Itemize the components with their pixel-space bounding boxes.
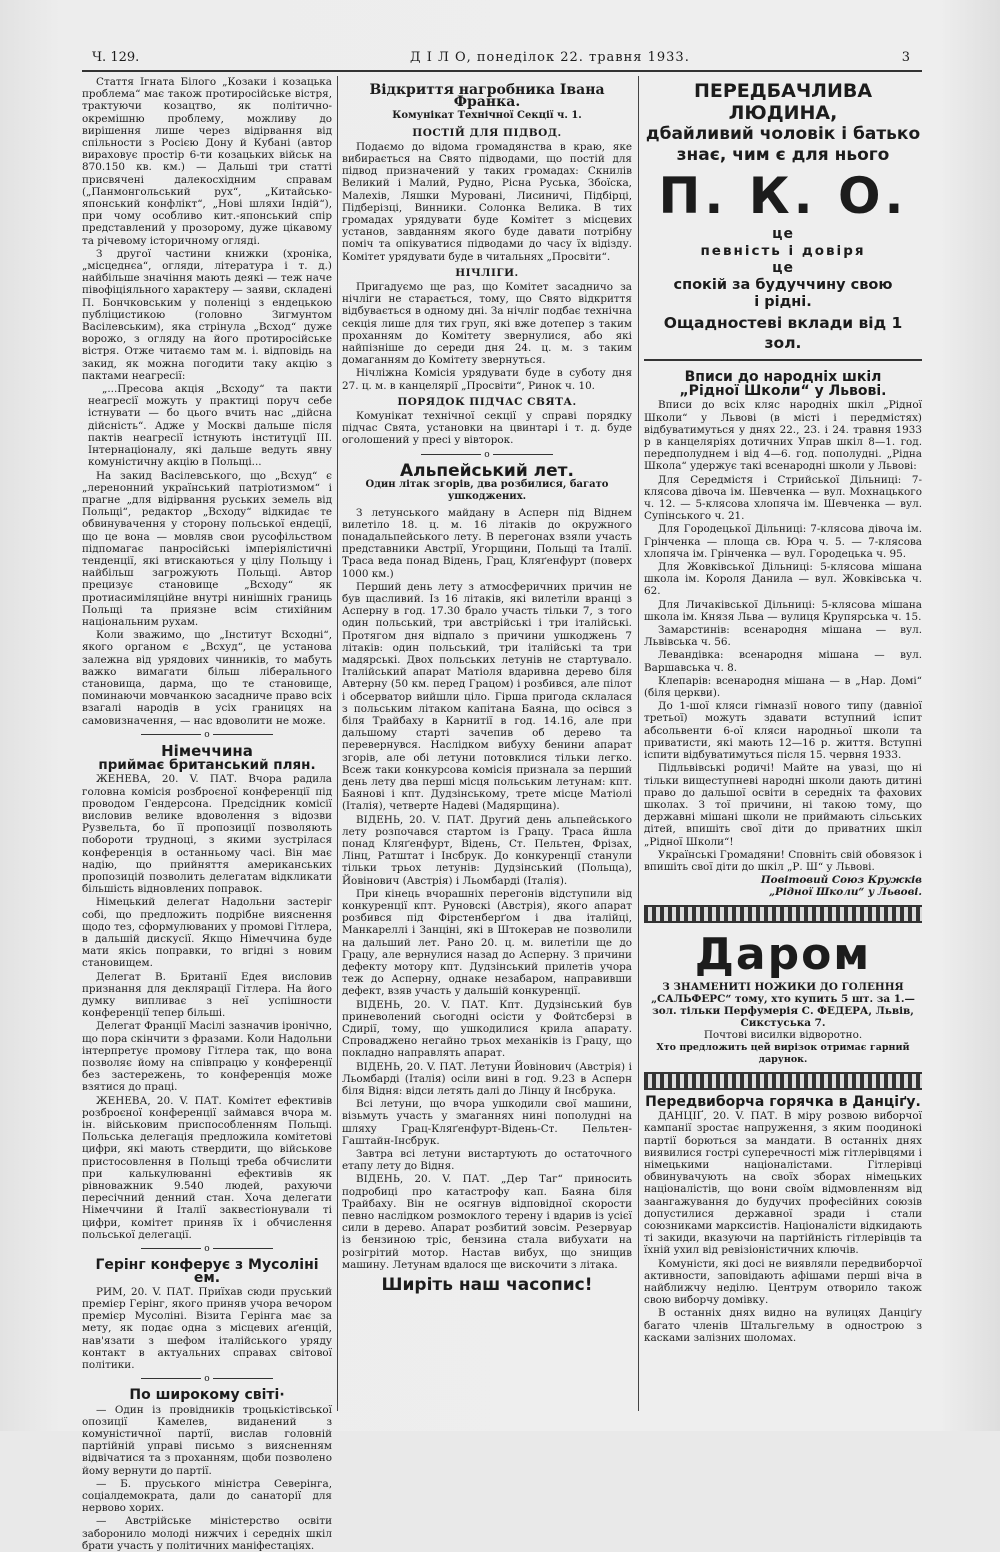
article-paragraph: ВІДЕНЬ, 20. V. ПАТ. Кпт. Дудзінський був приневолений сьогодні осісти у Фойтсберзі в Сдирії, тому, що ушкодилися крила апарату. Спроваджено негайно трьох механіків із Грацу, що покладно направлять апарат. <box>342 998 632 1060</box>
header-rule <box>82 70 922 72</box>
article-paragraph: Німецький делегат Надольни застеріг собі, що предложить подрібне вияснення щодо тез, сформулюваних у промові Гітлера, в дальшій дискусії. Якщо Німеччина буде мати якісь поправки, то вгідні з новим становищем. <box>82 896 332 970</box>
article-paragraph: — Один із провідників троцькістівської опозиції Камелев, виданений з комуністичної партії, вислав головній партійній управі письмо з виясненням відвічатися та з проханням, щоби позволено йому вернути до партії. <box>82 1403 332 1477</box>
headline-franko: Відкриття нагробника Івана Франка. <box>369 82 605 111</box>
issue-number: Ч. 129. <box>92 50 140 65</box>
headline-alpine-flight: Альпейський лет. <box>400 460 574 481</box>
article-paragraph: З другої частини книжки (хроніка, „місцеднєа“, огляди, література і т. д.) найбільше значіння мають деякі — теж наче півофіціяльного характеру — заяви, складені П. Бончковським у поленіці з ендецькою публіцистикою (головно Зигмунтом Васілевським), яка стрінула „Всход“ дуже ворожо, з огляду на його протиросійське вістря. Отже читаємо там м. і. відповідь на закид, як можна погодити таку акцію з пактами неагресії: <box>82 247 332 382</box>
ad-line: Ощадностеві вклади від 1 зол. <box>663 314 903 352</box>
ad-line: це <box>772 226 794 242</box>
article-paragraph: Для Личаківської Дільниці: 5-клясова мішана школа ім. Князя Льва — вулиця Крупярська ч. 15. <box>644 598 922 623</box>
separator: o <box>82 1373 332 1385</box>
darom-headline: Даром <box>694 928 872 980</box>
headline-germany-sub: приймає британський плян. <box>98 757 316 774</box>
article-paragraph: Комунікат технічної секції у справі порядку підчас Свята, установки на цвинтарі і т. д. буде оголошений у пресі у вівторок. <box>342 410 632 447</box>
article-paragraph: В останніх днях видно на вулицях Данціґу багато членів Штальгельму в однострою з касками залізних шоломах. <box>644 1307 922 1344</box>
column-divider <box>638 76 639 1411</box>
article-paragraph: — Австрійське міністерство освіти заборонило молоді нижчих і середніх шкіл брати участь у політичних маніфестаціях. <box>82 1515 332 1552</box>
article-paragraph: Замарстинів: всенародня мішана — вул. Львівська ч. 56. <box>644 624 922 649</box>
pko-logo-text: П. К. О. <box>658 167 908 225</box>
article-paragraph: Українські Громадяни! Сповніть свій обовязок і впишіть свої діти до шкіл „Р. Ш“ у Львові. <box>644 848 922 873</box>
article-paragraph: Вписи до всіх кляс народніх шкіл „Рідної Школи“ у Львові (в місті і передмістях) відбуватимуться у днях 22., 23. і 24. травня 1933 р в канцеляріях дотичних Управ шкіл 8—1. год. передполуднем і від 4—6. год. пополудні. „Рідна Школа“ удержує такі всенародні школи у Львові: <box>644 399 922 473</box>
article-paragraph: Стаття Ігната Білого „Козаки і козацька проблема“ має також протиросійське вістря, трактуючи козацтво, як політично-окремішню проблему, можливу до вирішення лише через відірвання від спільности з Росією Дону й Кубані (автор вираховує простір 6-ти козацьких військ на 870.150 кв. км.) — Дальші три статті присвячені далекосхідним справам („Панмонгольський рух“, „Китайсько-японський конфлікт“, „Нові шляхи Індій“), при чому особливо кит.-японський спір представлений у прозорому, дуже цікавому та річевому історичному огляді. <box>82 76 332 247</box>
ad-text: Хто предложить цей вирізок отримає гарний дарунок. <box>656 1041 910 1065</box>
article-paragraph: Перший день лету з атмосферичних причин не був щасливий. Із 16 літаків, які вилетіли вранці з Асперну в год. 17.30 брало участь тільки 7, з того один польський, три австрійські і три італійські. Протягом дня відпало з причини ушкоджень 7 літаків: один польський, три італійські та три мадярські. Двох польських летунів не стартувало. Італійський апарат Матіоля вдаривна дерево біля Автерну (50 км. перед Грацом) і розбився, але пілот і обсерватор вийшли ціло. Гірша пригода склалася з польським літаком капітана Баяна, що осівся з біля Трайбаху в Карнитії в год. 14.16, але при дальшому старті зачепив об дерево та перевернувся. Наслідком вибуху бенини апарат згорів, але обі летуни потовклися тільки легко. Всеж таки конкурсова комісія признала за перший день лету два перші місця польським летунам: кпт. Баяновi і кпт. Дудзінському, трете місце Матіолі (Італія), четверте Надеві (Мадярщина). <box>342 580 632 813</box>
article-paragraph: Левандівка: всенародня мішана — вул. Варшавська ч. 8. <box>644 649 922 674</box>
section-heading: НІЧЛІГИ. <box>455 266 519 279</box>
separator: o <box>82 1243 332 1255</box>
footer-slogan: Ширіть наш часопис! <box>381 1275 593 1296</box>
headline-danzig: Передвиборча горячка в Данціґу. <box>645 1093 921 1110</box>
column-2 <box>342 76 632 1406</box>
subheadline: Комунікат Технічної Секції ч. 1. <box>392 110 582 122</box>
article-paragraph: Делегат В. Британії Едея висловив признання для деклярації Гітлера. На його думку випливає з неї успішности конференції тепер більші. <box>82 970 332 1020</box>
headline-schools: Вписи до народніх шкіл <box>684 369 882 385</box>
subheadline: Один літак згорів, два розбилися, багато ушкоджених. <box>365 479 609 503</box>
article-quote: „...Пресова акція „Всходу“ та пакти неагресії можуть у практиці поруч себе істнувати — бо цього вчить нас „дійсна дійсність“. Адже у Москві дальше після пактів неагресії істнують інституції ІІІ. Інтернаціоналу, які дальше ведуть явну комуністичну акцію в Польщі... <box>88 383 332 469</box>
signature: Повітовий Союз Кружків <box>760 874 922 887</box>
article-paragraph: Для Городецької Дільниці: 7-клясова дівоча ім. Грінченка — площа св. Юра ч. 5. — 7-клясова хлопяча ім. Грінченка — вул. Городецька ч. 95. <box>644 523 922 560</box>
separator: o <box>82 729 332 741</box>
ad-line: і рідні. <box>754 294 812 310</box>
article-paragraph: — Б. пруського міністра Северінга, соціалдемократа, дали до санаторії для нервово хорих. <box>82 1477 332 1515</box>
article-paragraph: Підльвівські родичі! Майте на увазі, що ні тільки вищеступневі народні школи дають дитині право до дальшої освіти в середніх та фахових школах. З тої причини, ні такою тому, що державні мішані школи не приймають сільських дітей, впишіть свої діти до приватних шкіл „Рідної Школи“! <box>644 762 922 848</box>
divider <box>644 359 922 361</box>
article-paragraph: Коли зважимо, що „Інститут Всходні“, якого органом є „Всхуд“, це установа залежна від урядових чинників, то мабуть важко вимагати більш ліберального становища, дарма, що те становище, поминаючи мовчанкою засадниче право всіх взагалі народів в усіх границях на самовизначення, — нас вдоволити не може. <box>82 629 332 727</box>
article-paragraph: ВІДЕНЬ, 20. V. ПАТ. Летуни Йовінович (Австрія) і Льомбарді (Італія) осіли вині в год. 9.23 в Асперн біля Відня: відси летять далі до Лінцу й Інсбрука. <box>342 1060 632 1098</box>
article-paragraph: ЖЕНЕВА, 20. V. ПАТ. Комітет ефективів розброєної конференції займався вчора м. ін. військовим приспособленням Польщі. Польська делегація предложила комітетові цифри, які мають ствердити, що військове пристосовлення в Польщі треба обчислити при калькулюванні ефективів як рівноважник 9.540 людей, рахуючи пересічний денний стан. Хоча делегати Німеччини й Італії заквестіонували ті цифри, комітет приняв їх і обчислення польської делегації. <box>82 1094 332 1241</box>
article-paragraph: Подаємо до відома громадянства в краю, яке вибирається на Свято підводами, що постій для підвод призначений у таких громадах: Скнилів Великий і Малий, Рудно, Рісна Руська, Збоїска, Малехів, Ляшки Муровані, Лисиничі, Підбірці, Підберізці, Винники. Солонка Велика. В тих громадах урядувати буде Комітет з місцевих установ, завданням якого буде давати потрібну поміч та опікуватися підводами до часу їх відізду. Комітет урядувати буде в читальнях „Просвіти“. <box>342 140 632 263</box>
article-paragraph: ВІДЕНЬ, 20. V. ПАТ. „Дер Таг“ приносить подробиці про катастрофу кап. Баяна біля Трайбаху. Він не осягнув відповідної скорости певно наслідком розмоклого терену і вдарив із усієї сили в дерево. Апарат розбитий зовсім. Резервуар із бензиною тріс, бензина стала вибухати на розігрітий мотор. Настав вибух, що знищив машину. Летунам вдалося ще вискочити з літака. <box>342 1173 632 1271</box>
article-paragraph: При кінець вчорашніх перегонів відступили від конкуренції кпт. Руновскі (Австрія), якого апарат розбився під Фірстенберґом і два італійці, Манкареллі і Занціні, які в Штокерав не позволили на дальший лет. Рано 20. ц. м. вилетіли ще до Грацу, але вернулися назад до Асперну. З причини дефекту мотору кпт. Дудзінський прилетів учора теж до Асперну, однаке незабаром, направивши дефект, взяв участь у дальшій конкуренції. <box>342 887 632 998</box>
section-heading: ПОСТІЙ ДЛЯ ПІДВОД. <box>412 126 562 139</box>
headline-germany: Німеччина <box>161 741 253 760</box>
column-divider <box>337 76 338 1411</box>
ornament-border <box>644 905 922 923</box>
ad-line: певність і довіря <box>700 243 866 259</box>
ad-line: спокій за будуччину свою <box>673 277 893 293</box>
article-paragraph: РИМ, 20. V. ПАТ. Приїхав сюди пруський премієр Герінг, якого приняв учора вечором премієр Мусоліні. Візита Герінга має за мету, як подає одна з місцевих аґенцій, нав'язати з шефом італійського уряду контакт в актуальних справах світової політики. <box>82 1285 332 1371</box>
article-paragraph: З летунського майдану в Асперн під Віднем вилетіло 18. ц. м. 16 літаків до окружного понадальпейського лету. В перегонах взяли участь представники Австрії, Угорщини, Польщі та Італії. Траса веда понад Відень, Грац, Кляґенфурт (поверх 1000 км.) <box>342 506 632 580</box>
column-3 <box>644 76 922 1406</box>
ad-line: ПЕРЕДБАЧЛИВА ЛЮДИНА, <box>693 80 873 124</box>
article-paragraph: Комуністи, які досі не виявляли передвиборчої активности, заповідають афішами перші віча в найближчу неділю. Центрум отворило також свою виборчу домівку. <box>644 1257 922 1307</box>
article-paragraph: ЖЕНЕВА, 20. V. ПАТ. Вчора радила головна комісія розброєної конференції під проводом Гендерсона. Предсідник комісії висловив велике вдоволення з відозви Рузвельта, бо її пропозиції позволяють побороти трудноці, з якими зустрілася конференція в останньому часі. Він має надію, що прийняття американських пропозицій позволить делегатам відкликати більшість відновлених поправок. <box>82 773 332 896</box>
separator: o <box>342 449 632 461</box>
article-paragraph: Всі летуни, що вчора ушкодили свої машини, візьмуть участь у змаганнях нині пополудні на шляху Грац-Кляґенфурт-Відень-Ст. Пельтен-Гаштайн-Інсбрук. <box>342 1098 632 1147</box>
masthead-line: Д І Л О, понеділок 22. травня 1933. <box>410 50 690 65</box>
ad-text: З ЗНАМЕНИТІ НОЖИКИ ДО ГОЛЕННЯ „САЛЬФЕРС“ тому, хто купить 5 шт. за 1.— зол. тільки Перфумерія С. ФЕДЕРА, Львів, Сикстуська 7. <box>651 980 915 1030</box>
article-paragraph: Нічліжна Комісія урядувати буде в суботу дня 27. ц. м. в канцелярії „Просвіти“, Ринок ч. 10. <box>342 367 632 392</box>
article-paragraph: ВІДЕНЬ, 20. V. ПАТ. Другий день альпейського лету розпочався стартом із Грацу. Траса йшла понад Кляґенфурт, Відень, Ст. Пельтен, Фрізах, Лінц, Ратштат і Інсбрук. До конкуренції станули тільки трьох летунів: Дудзінський (Польща), Йовінович (Австрія) і Льомбарді (Італія). <box>342 813 632 887</box>
article-paragraph: Для Середмістя і Стрийської Дільниці: 7-клясова дівоча ім. Шевченка — вул. Мохнацького ч. 12. — 5-клясова хлопяча ім. Шевченка — вул. Супінського ч. 21. <box>644 473 922 523</box>
article-paragraph: ДАНЦІҐ, 20. V. ПАТ. В міру розвою виборчої кампанії зростає напруження, з яким поодинокі партії борються за мандати. В останніх днях виявилися гострі суперечності між гітлерівцями і німецькими націоналістами. Гітлерівці обвинувачують на своїх зборах німецьких націоналістів, що вони своїм відмовленням від заангажування до будучих професійних союзів допустилися державної зради і стали союзниками марксистів. Націоналісти відкидають ті закиди, вказуючи на партійність гітлерівців та їхній ухил від ревізіоністичних ключів. <box>644 1110 922 1257</box>
ad-text: Почтові висилки відворотно. <box>703 1029 863 1042</box>
article-paragraph: Делегат Франції Масілі зазначив іронічно, що пора скінчити з фразами. Коли Надольни інтерпретує промову Гітлера так, що вона позволяє йому на співпрацю у конференції без застережень, то конференція може взятися до праці. <box>82 1020 332 1094</box>
article-paragraph: До 1-шої кляси гімназії нового типу (давніої третьої) можуть здавати вступний іспит абсольвенти 6-ої кляси народньої школи та приватисти, які мають 12—16 р. життя. Вступні іспити відбуватимуться після 15. червня 1933. <box>644 700 922 762</box>
headline-world: По широкому світі· <box>129 1387 285 1404</box>
article-paragraph: Клепарів: всенародня мішана — в „Нар. Домі“ (біля церкви). <box>644 674 922 700</box>
article-paragraph: Пригадуємо ще раз, що Комітет засадничо за нічліги не старається, тому, що Свято відкриття відбувається в одному дні. За нічліг подбає технічна секція лише для тих груп, які вже дотепер з таким проханням до Комітету звернулися, або які найпізніше до середи дня 24. ц. м. з таким домаганням до Комітету звернуться. <box>342 281 632 367</box>
page-number: 3 <box>901 50 910 65</box>
headline-schools-sub: „Рідної Школи“ у Львові. <box>679 383 887 400</box>
headline-goring: Герінг конферує з Мусоліні ем. <box>95 1257 319 1286</box>
page-header <box>80 48 920 70</box>
ad-line: це <box>772 260 794 276</box>
section-heading: ПОРЯДОК ПІДЧАС СВЯТА. <box>397 395 577 408</box>
article-paragraph: Завтра всі летуни вистартують до остаточного етапу лету до Відня. <box>342 1148 632 1173</box>
signature: „Рідної Школи“ у Львові. <box>769 886 922 899</box>
article-paragraph: Для Жовківської Дільниці: 5-клясова мішана школа ім. Короля Данила — вул. Жовківська ч. 62. <box>644 561 922 598</box>
ornament-border <box>644 1072 922 1090</box>
ad-line: знає, чим є для нього <box>676 145 890 165</box>
ad-line: дбайливий чоловік і батько <box>645 124 921 144</box>
article-paragraph: На закид Васілевського, що „Всхуд“ є „леренонний український патріотизмом“ і прагне „для відірвання руських земель від Польщі“, редактор „Всходу“ відкидає те обвинувачення у сторону польської ендеції, що це вона — мовляв свои русофільством підпомагає панросійські імперіялістичні тенденції, які втискаються у цілу Польщу і найбільш загрожують Польщі. Автор прецизує становище „Всходу“ як протиасиміляційне внутрі нинішніх границь Польщі та приязне всім стихійним національним рухам. <box>82 469 332 628</box>
pko-advertisement <box>644 80 922 353</box>
column-1 <box>82 76 332 1552</box>
